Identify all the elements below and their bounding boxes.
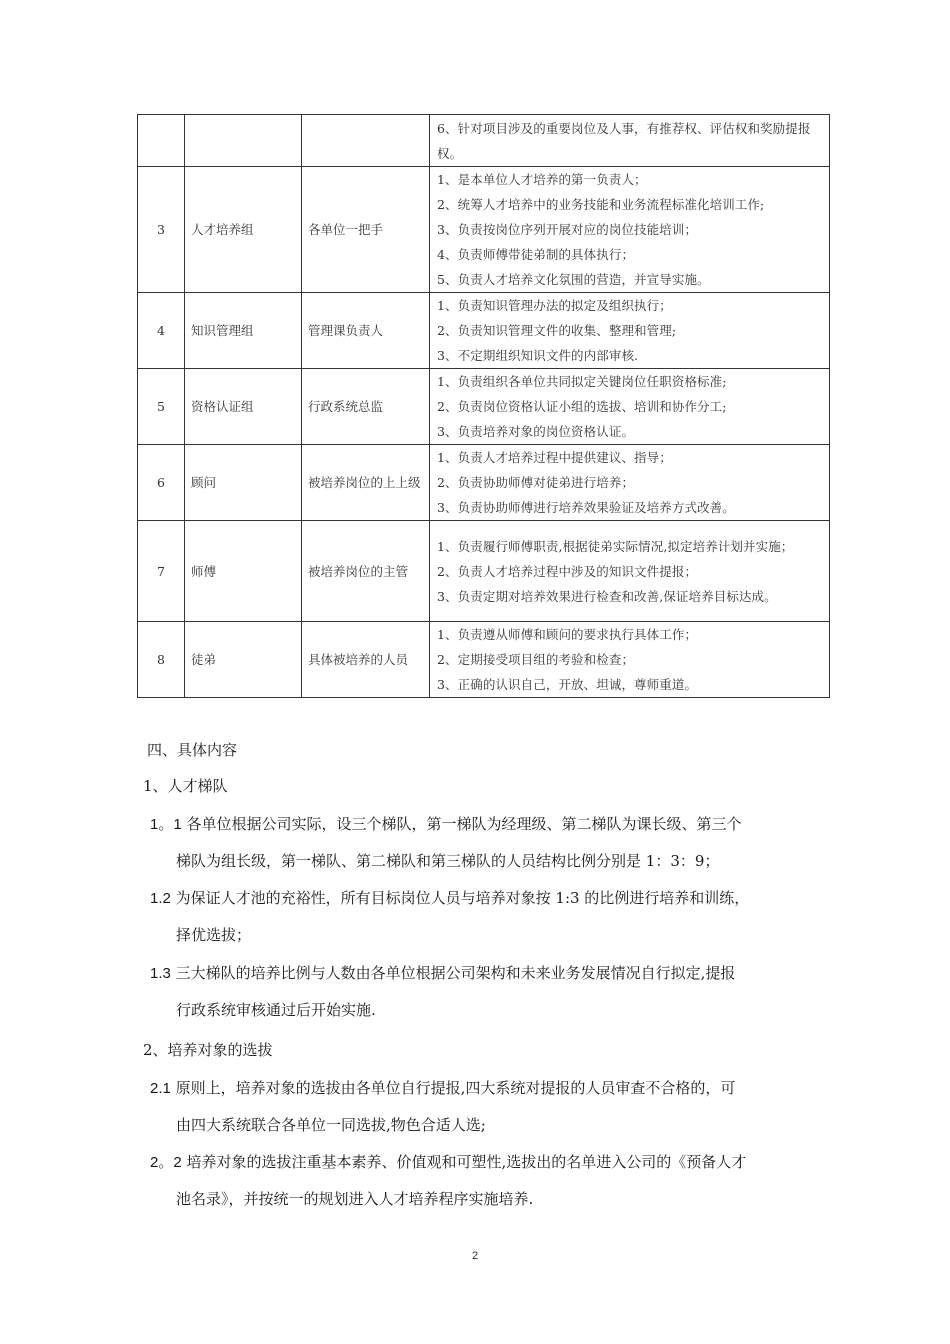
duties-cell: [430, 445, 830, 521]
duty-item: 2、负责岗位资格认证小组的选拔、培训和协作分工;: [437, 399, 727, 414]
duty-item: 1、负责履行师傅职责,根据徒弟实际情况,拟定培养计划并实施；: [437, 538, 794, 554]
group-leader: [302, 115, 430, 167]
duty-item: 2、定期接受项目组的考验和检查；: [437, 652, 635, 667]
table-row: [138, 167, 830, 293]
subsection-heading: 2、培养对象的选拔: [143, 1041, 273, 1059]
paragraph-number: 1.3: [150, 965, 171, 982]
group-name: 徒弟: [185, 622, 302, 698]
duty-item: 1、负责知识管理办法的拟定及组织执行；: [437, 298, 672, 313]
table-row: [138, 293, 830, 369]
table-row: [138, 445, 830, 521]
duty-item: 3、负责协助师傅进行培养效果验证及培养方式改善。: [437, 500, 735, 515]
paragraph-text: 原则上，培养对象的选拔由各单位自行提报,四大系统对提报的人员审查不合格的，可: [170, 1079, 736, 1097]
duties-cell: [430, 521, 830, 622]
duty-item: 5、负责人才培养文化氛围的营造，并宣导实施。: [437, 272, 710, 287]
duty-item: 1、是本单位人才培养的第一负责人；: [437, 172, 647, 187]
group-leader: 各单位一把手: [302, 167, 430, 293]
duty-item: 4、负责师傅带徒弟制的具体执行；: [437, 247, 635, 262]
paragraph-1-1: [150, 806, 810, 880]
duty-item: 3、负责定期对培养效果进行检查和改善,保证培养目标达成。: [437, 588, 777, 604]
page-number: 2: [471, 1250, 479, 1262]
table-row: [138, 115, 830, 167]
duty-item: 2、负责协助师傅对徒弟进行培养；: [437, 475, 635, 490]
section-heading: 四、具体内容: [147, 741, 238, 759]
paragraph-text: 各单位根据公司实际，设三个梯队，第一梯队为经理级、第二梯队为课长级、第三个: [181, 815, 742, 833]
duties-cell: [430, 115, 830, 167]
duty-item: 3、不定期组织知识文件的内部审核.: [437, 348, 639, 363]
group-leader: 被培养岗位的主管: [302, 521, 430, 622]
duties-cell: [430, 369, 830, 445]
group-leader: 行政系统总监: [302, 369, 430, 445]
paragraph-text-cont: 梯队为组长级，第一梯队、第二梯队和第三梯队的人员结构比例分别是 1：3：9；: [176, 852, 720, 870]
group-name: 师傅: [185, 521, 302, 622]
paragraph-2-2: [150, 1144, 810, 1218]
duties-cell: [430, 622, 830, 698]
row-number: 7: [138, 521, 185, 622]
row-number: [138, 115, 185, 167]
table-row: [138, 521, 830, 622]
group-leader: 管理课负责人: [302, 293, 430, 369]
paragraph-number: 2。2: [150, 1154, 182, 1171]
paragraph-text: 培养对象的选拔注重基本素养、价值观和可塑性,选拔出的名单进入公司的《预备人才: [181, 1153, 747, 1171]
group-leader: 被培养岗位的上上级: [302, 445, 430, 521]
duty-item: 2、负责知识管理文件的收集、整理和管理;: [437, 323, 677, 338]
paragraph-1-3: [150, 955, 810, 1029]
duty-item: 3、正确的认识自己，开放、坦诚，尊师重道。: [437, 677, 698, 692]
duty-item: 3、负责培养对象的岗位资格认证。: [437, 424, 635, 439]
row-number: 6: [138, 445, 185, 521]
group-name: 顾问: [185, 445, 302, 521]
duty-item: 6、针对项目涉及的重要岗位及人事，有推荐权、评估权和奖励提报权。: [437, 120, 811, 161]
paragraph-text: 三大梯队的培养比例与人数由各单位根据公司架构和未来业务发展情况自行拟定,提报: [170, 964, 736, 982]
paragraph-text-cont: 池名录》，并按统一的规划进入人才培养程序实施培养.: [176, 1190, 534, 1208]
paragraph-number: 2.1: [150, 1080, 171, 1097]
duty-item: 3、负责按岗位序列开展对应的岗位技能培训；: [437, 222, 698, 237]
group-name: [185, 115, 302, 167]
table-row: [138, 622, 830, 698]
paragraph-text-cont: 择优选拔；: [176, 926, 252, 944]
duty-item: 1、负责人才培养过程中提供建议、指导；: [437, 450, 672, 465]
duties-cell: [430, 293, 830, 369]
table-row: [138, 369, 830, 445]
duty-item: 2、负责人才培养过程中涉及的知识文件提报；: [437, 563, 698, 579]
responsibility-table: [137, 114, 830, 698]
subsection-heading: 1、人才梯队: [143, 777, 228, 795]
group-name: 人才培养组: [185, 167, 302, 293]
paragraph-2-1: [150, 1070, 810, 1144]
duties-cell: [430, 167, 830, 293]
group-leader: 具体被培养的人员: [302, 622, 430, 698]
paragraph-text: 为保证人才池的充裕性，所有目标岗位人员与培养对象按 1:3 的比例进行培养和训练，: [170, 889, 750, 907]
paragraph-number: 1。1: [150, 816, 182, 833]
group-name: 资格认证组: [185, 369, 302, 445]
paragraph-number: 1.2: [150, 890, 171, 907]
duty-item: 1、负责遵从师傅和顾问的要求执行具体工作；: [437, 627, 698, 642]
group-name: 知识管理组: [185, 293, 302, 369]
row-number: 8: [138, 622, 185, 698]
paragraph-1-2: [150, 880, 810, 954]
paragraph-text-cont: 由四大系统联合各单位一同选拔,物色合适人选;: [176, 1116, 486, 1134]
row-number: 5: [138, 369, 185, 445]
duty-item: 2、统筹人才培养中的业务技能和业务流程标准化培训工作;: [437, 197, 765, 212]
duty-item: 1、负责组织各单位共同拟定关键岗位任职资格标准;: [437, 374, 727, 389]
row-number: 4: [138, 293, 185, 369]
row-number: 3: [138, 167, 185, 293]
paragraph-text-cont: 行政系统审核通过后开始实施.: [176, 1001, 376, 1019]
